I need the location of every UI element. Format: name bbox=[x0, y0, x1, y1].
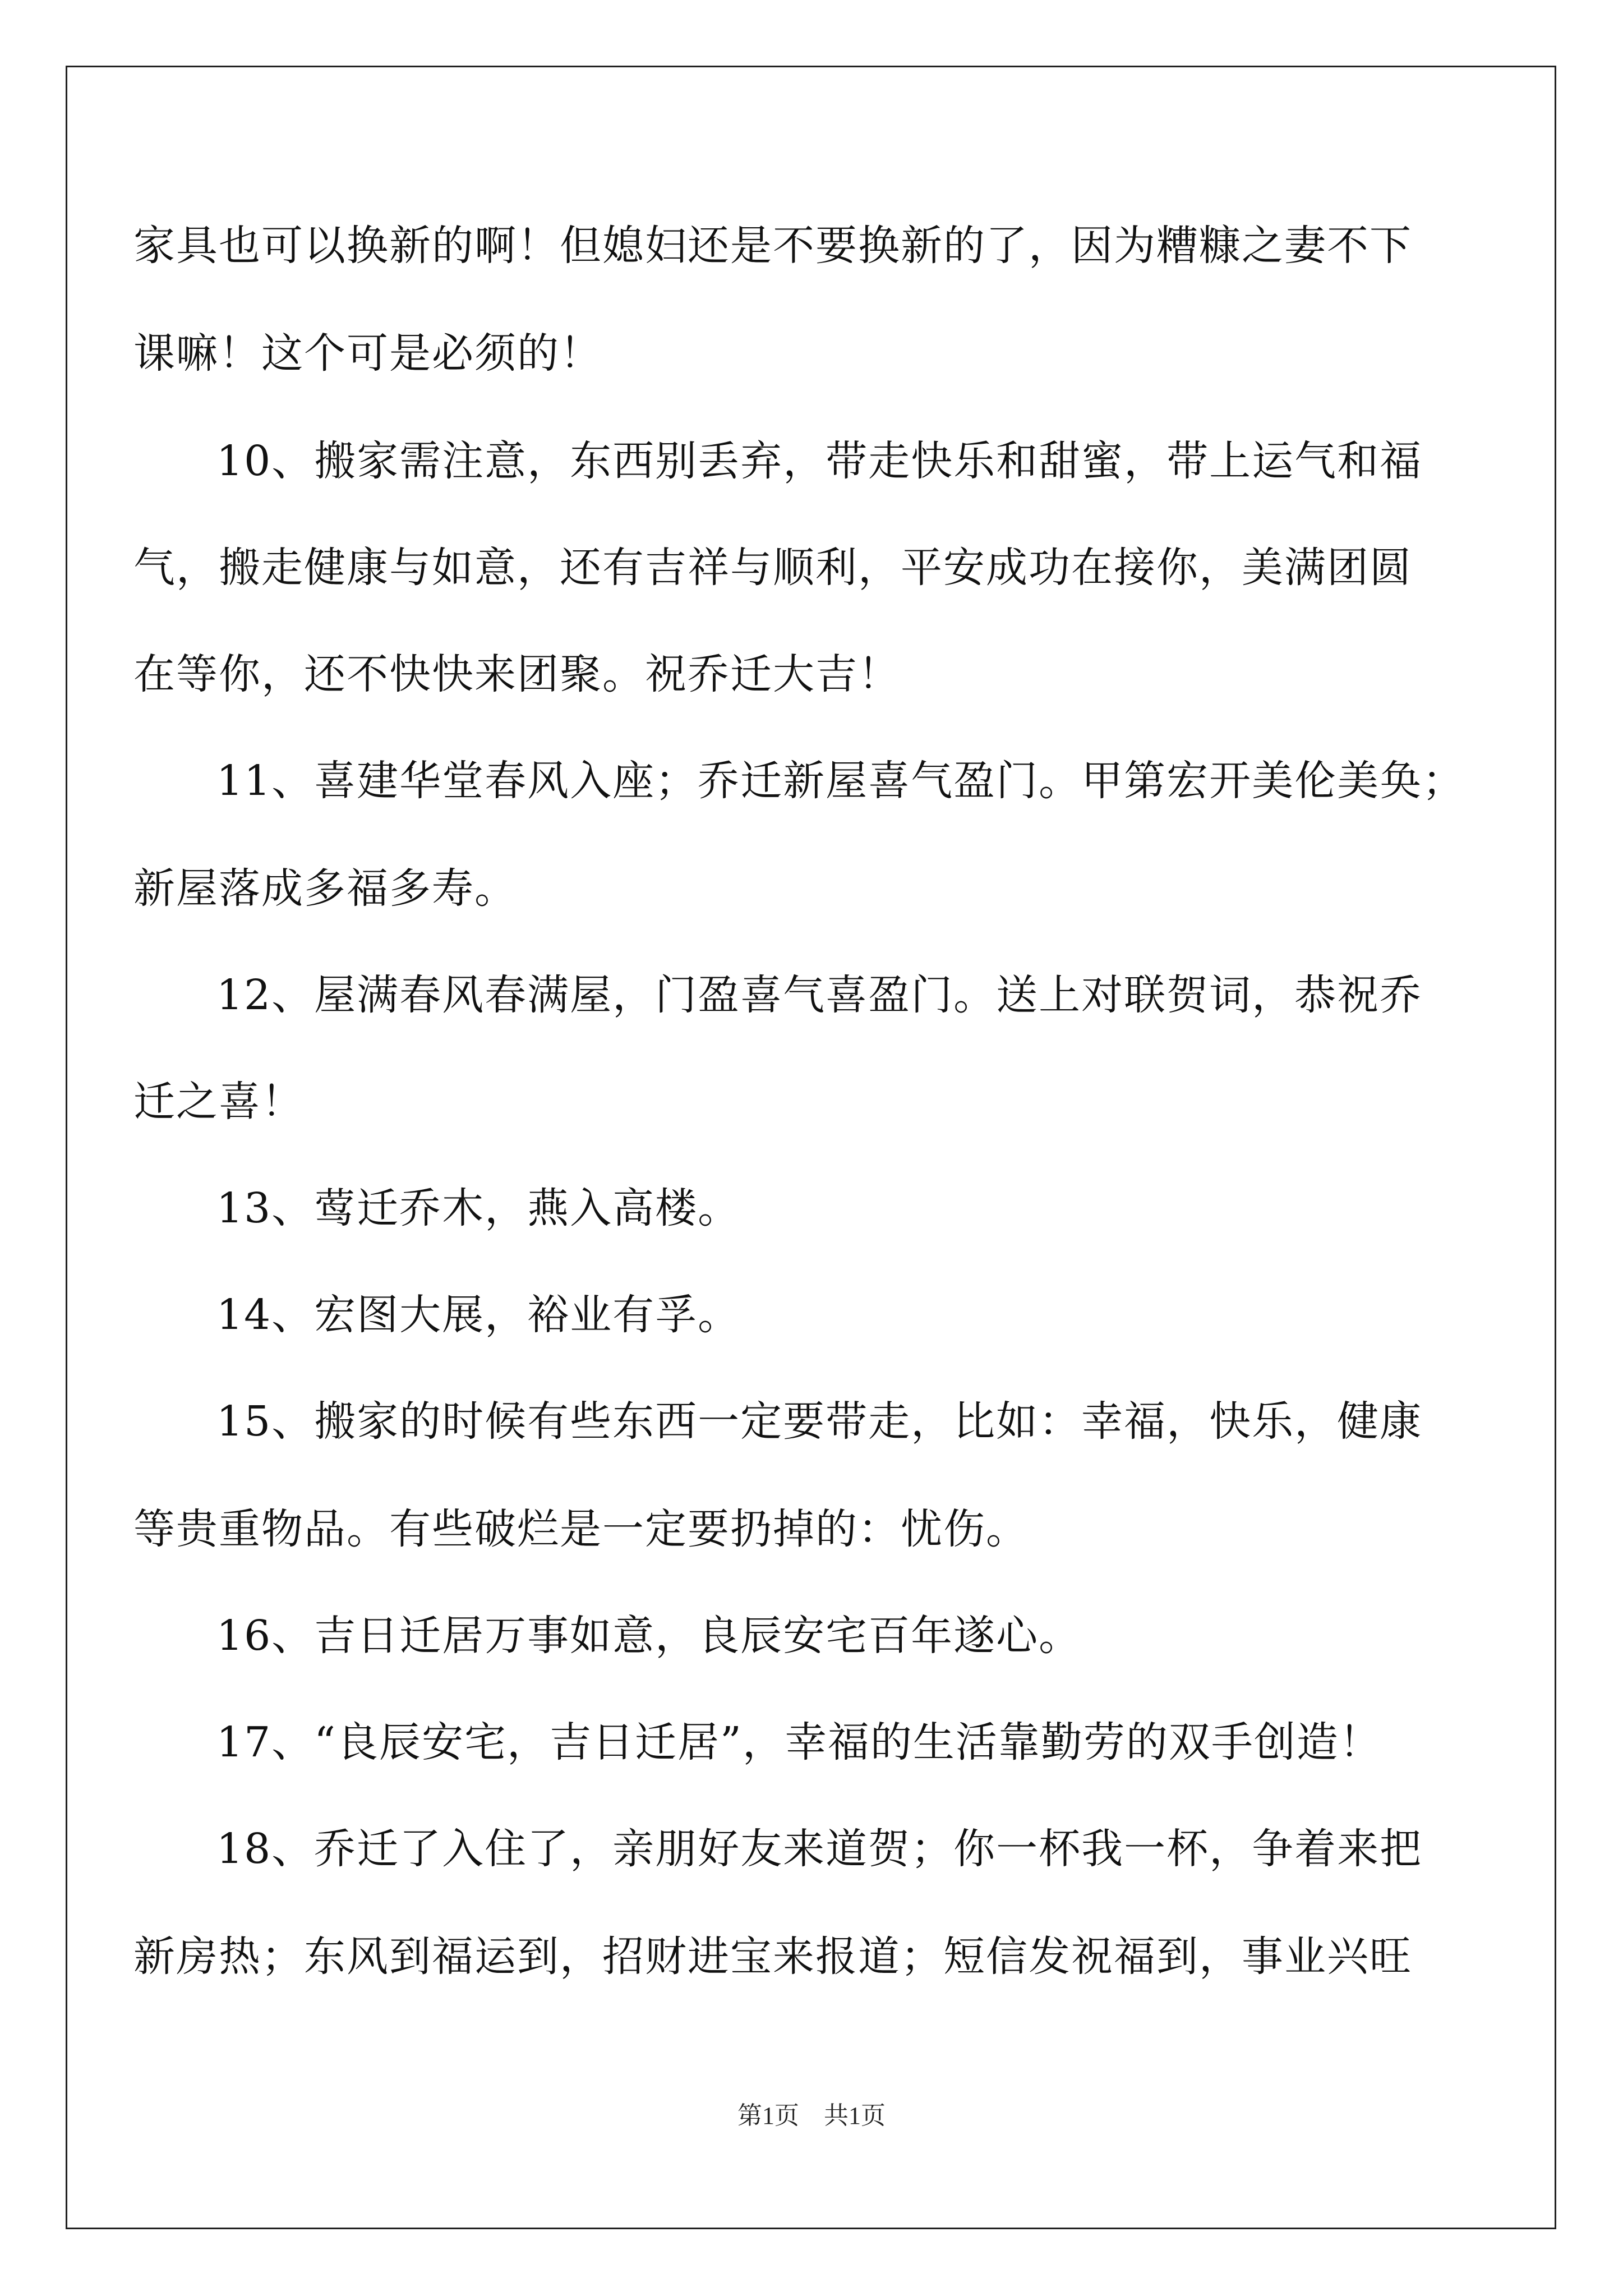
text-line: 12、屋满春风春满屋，门盈喜气喜盈门。送上对联贺词，恭祝乔 bbox=[216, 971, 1423, 1019]
text-line: 家具也可以换新的啊！但媳妇还是不要换新的了，因为糟糠之妻不下 bbox=[133, 222, 1412, 270]
text-line: 13、莺迁乔木，燕入高楼。 bbox=[216, 1184, 741, 1232]
text-line: 迁之喜！ bbox=[133, 1078, 304, 1126]
text-line: 课嘛！这个可是必须的！ bbox=[133, 329, 602, 378]
text-line: 在等你，还不快快来团聚。祝乔迁大吉！ bbox=[133, 650, 901, 698]
text-line: 16、吉日迁居万事如意，良辰安宅百年遂心。 bbox=[216, 1612, 1082, 1660]
text-line: 新房热；东风到福运到，招财进宝来报道；短信发祝福到，事业兴旺 bbox=[133, 1932, 1412, 1981]
text-line: 11、喜建华堂春风入座；乔迁新屋喜气盈门。甲第宏开美伦美奂； bbox=[216, 757, 1465, 805]
page-border bbox=[66, 66, 1556, 2229]
text-line: 18、乔迁了入住了，亲朋好友来道贺；你一杯我一杯，争着来把 bbox=[216, 1825, 1423, 1873]
text-line: 10、搬家需注意，东西别丢弃，带走快乐和甜蜜，带上运气和福 bbox=[216, 437, 1423, 485]
text-line: 等贵重物品。有些破烂是一定要扔掉的：忧伤。 bbox=[133, 1505, 1029, 1553]
text-line: 15、搬家的时候有些东西一定要带走，比如：幸福，快乐，健康 bbox=[216, 1397, 1423, 1446]
page-number-footer: 第1页 共1页 bbox=[737, 2102, 886, 2129]
text-line: 气，搬走健康与如意，还有吉祥与顺利，平安成功在接你，美满团圆 bbox=[133, 544, 1412, 592]
text-line: 17、“良辰安宅，吉日迁居”，幸福的生活靠勤劳的双手创造！ bbox=[216, 1718, 1382, 1766]
text-line: 新屋落成多福多寿。 bbox=[133, 864, 517, 913]
text-line: 14、宏图大展，裕业有孚。 bbox=[216, 1291, 741, 1339]
